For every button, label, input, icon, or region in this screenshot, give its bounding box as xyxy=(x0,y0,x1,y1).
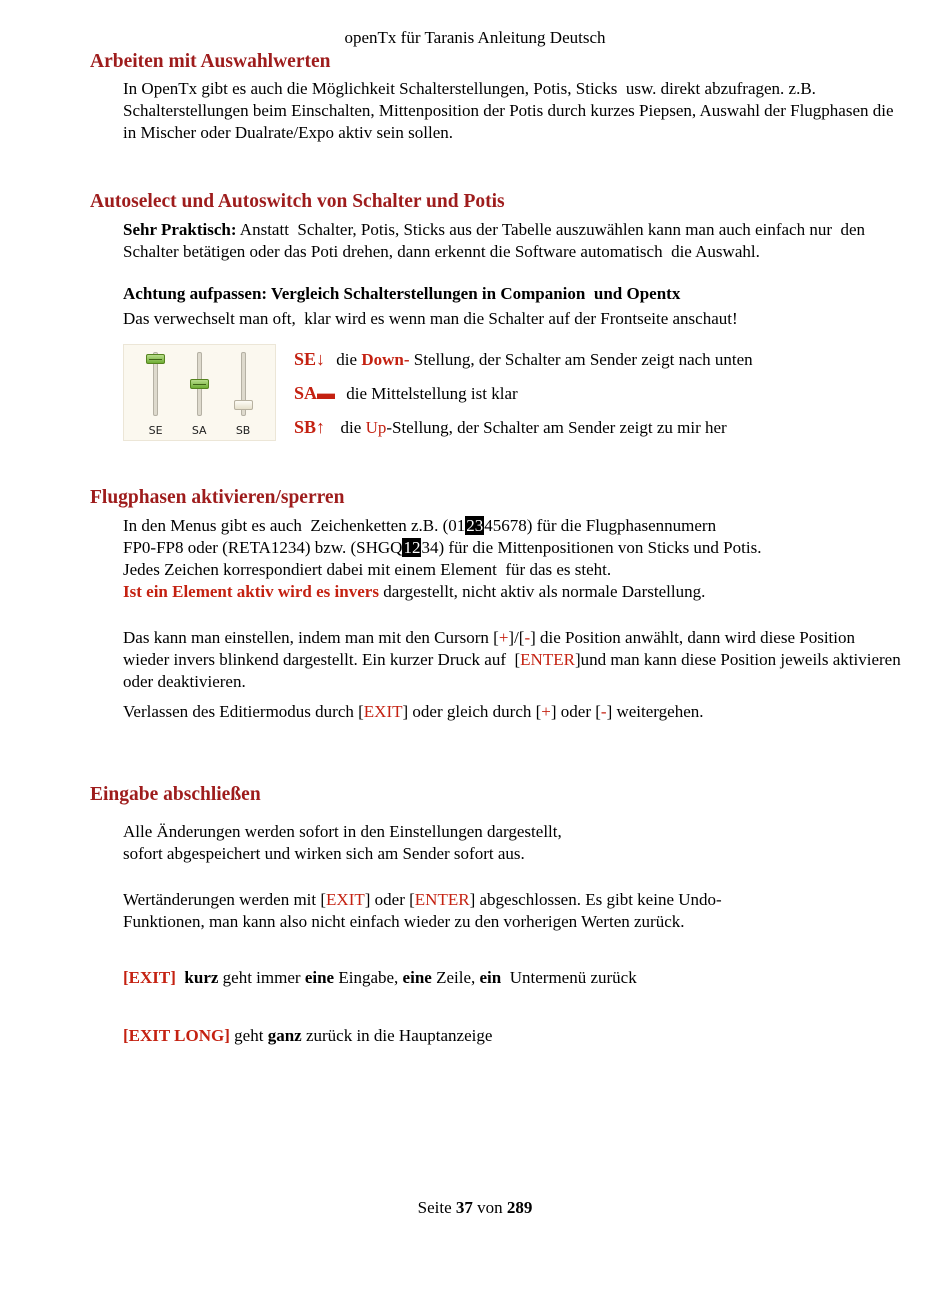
inverted-chars-12: 12 xyxy=(403,538,421,557)
section-title-flugphasen: Flugphasen aktivieren/sperren xyxy=(90,487,345,508)
text-segment: Stellung, der Schalter am Sender zeigt nach unten xyxy=(409,350,753,369)
exit-long-key-label: [EXIT LONG] xyxy=(123,1026,230,1045)
text-segment: geht xyxy=(229,1026,268,1045)
legend-row-sb xyxy=(294,416,753,439)
text-segment: ]und man kann diese Position jeweils aktivieren oder deaktivieren. xyxy=(123,650,905,691)
paragraph-exit-long xyxy=(123,1025,905,1047)
paragraph-arbeiten: In OpenTx gibt es auch die Möglichkeit Schalterstellungen, Potis, Sticks usw. direkt abzufragen. z.B. Schalterstellungen beim Einschalten, Mittenposition der Potis durch kurzes Piepsen, Auswahl der Flugphasen die in Mischer oder Dualrate/Expo aktiv sein sollen. xyxy=(123,79,898,142)
minus-key-label: - xyxy=(524,628,531,647)
text-segment-bold: eine xyxy=(304,968,335,987)
text-segment: dargestellt, nicht aktiv als normale Darstellung. xyxy=(378,582,706,601)
text-segment: Verlassen des Editiermodus durch [ xyxy=(123,702,364,721)
slider-column-se xyxy=(149,352,163,437)
text-segment: ] weitergehen. xyxy=(606,702,704,721)
paragraph-achtung: Das verwechselt man oft, klar wird es wenn man die Schalter auf der Frontseite anschaut! xyxy=(123,309,738,328)
text-segment-up: Up xyxy=(365,418,387,437)
switch-figure-row xyxy=(123,344,905,450)
slider-handle-sa xyxy=(190,379,209,389)
text-segment: 34) für die Mittenpositionen von Sticks und Potis. xyxy=(421,538,762,557)
text-segment: die Mittelstellung ist klar xyxy=(342,384,518,403)
text-segment: Untermenü zurück xyxy=(501,968,637,987)
text-segment: In den Menus gibt es auch Zeichenketten z.B. (01 xyxy=(123,516,466,535)
text-segment: ] oder [ xyxy=(364,890,415,909)
text-segment: Wertänderungen werden mit [ xyxy=(123,890,327,909)
slider-track-sa xyxy=(197,352,202,416)
inverted-chars-23: 23 xyxy=(466,516,484,535)
text-segment: 45678) für die Flugphasennumern xyxy=(484,516,717,535)
legend-row-se xyxy=(294,348,753,371)
footer-page-number: 37 xyxy=(455,1198,473,1217)
paragraph-flugphasen-2 xyxy=(123,627,905,693)
exit-key-label: EXIT xyxy=(326,890,365,909)
slider-label-se: SE xyxy=(148,424,163,437)
paragraph-exit-kurz xyxy=(123,967,905,989)
slider-column-sa xyxy=(192,352,207,437)
switch-panel-figure xyxy=(123,344,276,441)
paragraph-eingabe-2 xyxy=(123,889,905,933)
text-segment: Anstatt Schalter, Potis, Sticks aus der Tabelle auszuwählen kann man auch einfach nur den Schalter betätigen oder das Poti drehen, dann erkennt die Software automatisch die Auswahl. xyxy=(123,220,870,261)
footer-total-pages: 289 xyxy=(506,1198,533,1217)
text-segment: zurück in die Hauptanzeige xyxy=(301,1026,493,1045)
section-title-arbeiten: Arbeiten mit Auswahlwerten xyxy=(90,51,331,72)
text-segment-bold: kurz xyxy=(175,968,219,987)
enter-key-label: ENTER xyxy=(414,890,470,909)
slider-track-sb xyxy=(241,352,246,416)
exit-key-label: [EXIT] xyxy=(123,968,176,987)
text-segment-bold: Sehr Praktisch: xyxy=(123,220,237,239)
text-segment-bold: ein xyxy=(479,968,502,987)
text-segment: Jedes Zeichen korrespondiert dabei mit einem Element für das es steht. xyxy=(123,560,612,579)
text-segment: Funktionen, man kann also nicht einfach wieder zu den vorherigen Werten zurück. xyxy=(123,912,685,931)
text-segment-bold: ganz xyxy=(267,1026,302,1045)
text-segment: Zeile, xyxy=(431,968,480,987)
switch-key-sa-mid: SA▬ xyxy=(294,383,336,403)
page-header: openTx für Taranis Anleitung Deutsch xyxy=(344,28,606,47)
legend-row-sa xyxy=(294,382,753,405)
text-segment: ] oder gleich durch [ xyxy=(402,702,542,721)
text-segment-down: Down- xyxy=(361,350,410,369)
footer-label: Seite xyxy=(417,1198,456,1217)
text-segment: geht immer xyxy=(218,968,305,987)
page-footer xyxy=(0,1198,950,1218)
paragraph-flugphasen-3 xyxy=(123,701,905,723)
slider-handle-sb xyxy=(234,400,253,410)
slider-label-sa: SA xyxy=(191,424,207,437)
switch-legend xyxy=(294,344,753,450)
text-segment: -Stellung, der Schalter am Sender zeigt zu mir her xyxy=(386,418,727,437)
text-segment: ] die Position anwählt, dann wird diese Position wieder invers blinkend dargestellt. Ein kurzer Druck auf [ xyxy=(123,628,864,669)
slider-track-se xyxy=(153,352,158,416)
slider-label-sb: SB xyxy=(235,424,251,437)
section-title-eingabe: Eingabe abschließen xyxy=(90,784,261,805)
text-segment: ] abgeschlossen. Es gibt keine Undo- xyxy=(469,890,722,909)
exit-key-label: EXIT xyxy=(363,702,403,721)
text-segment-bold: eine xyxy=(402,968,432,987)
subheading-achtung: Achtung aufpassen: Vergleich Schalterstellungen in Companion und Opentx xyxy=(123,284,681,303)
paragraph-eingabe-1 xyxy=(123,821,905,865)
text-segment-invers-note: Ist ein Element aktiv wird es invers xyxy=(123,582,379,601)
text-segment: Eingabe, xyxy=(334,968,403,987)
text-segment: Alle Änderungen werden sofort in den Einstellungen dargestellt, xyxy=(123,822,562,841)
switch-key-se-down: SE↓ xyxy=(294,349,326,369)
footer-label: von xyxy=(472,1198,507,1217)
plus-key-label: + xyxy=(498,628,509,647)
switch-key-sb-up: SB↑ xyxy=(294,417,326,437)
section-title-autoselect: Autoselect und Autoswitch von Schalter und Potis xyxy=(90,191,505,212)
plus-key-label: + xyxy=(541,702,551,721)
paragraph-autoselect xyxy=(123,219,905,263)
text-segment: die xyxy=(332,418,366,437)
text-segment: sofort abgespeichert und wirken sich am Sender sofort aus. xyxy=(123,844,525,863)
text-segment: ] oder [ xyxy=(550,702,601,721)
slider-handle-se xyxy=(146,354,165,364)
text-segment: ]/[ xyxy=(508,628,525,647)
text-segment: die xyxy=(332,350,362,369)
paragraph-flugphasen-1 xyxy=(123,515,905,603)
enter-key-label: ENTER xyxy=(520,650,575,669)
text-segment: FP0-FP8 oder (RETA1234) bzw. (SHGQ xyxy=(123,538,403,557)
minus-key-label: - xyxy=(600,702,607,721)
text-segment: Das kann man einstellen, indem man mit den Cursorn [ xyxy=(123,628,499,647)
slider-column-sb xyxy=(236,352,251,437)
